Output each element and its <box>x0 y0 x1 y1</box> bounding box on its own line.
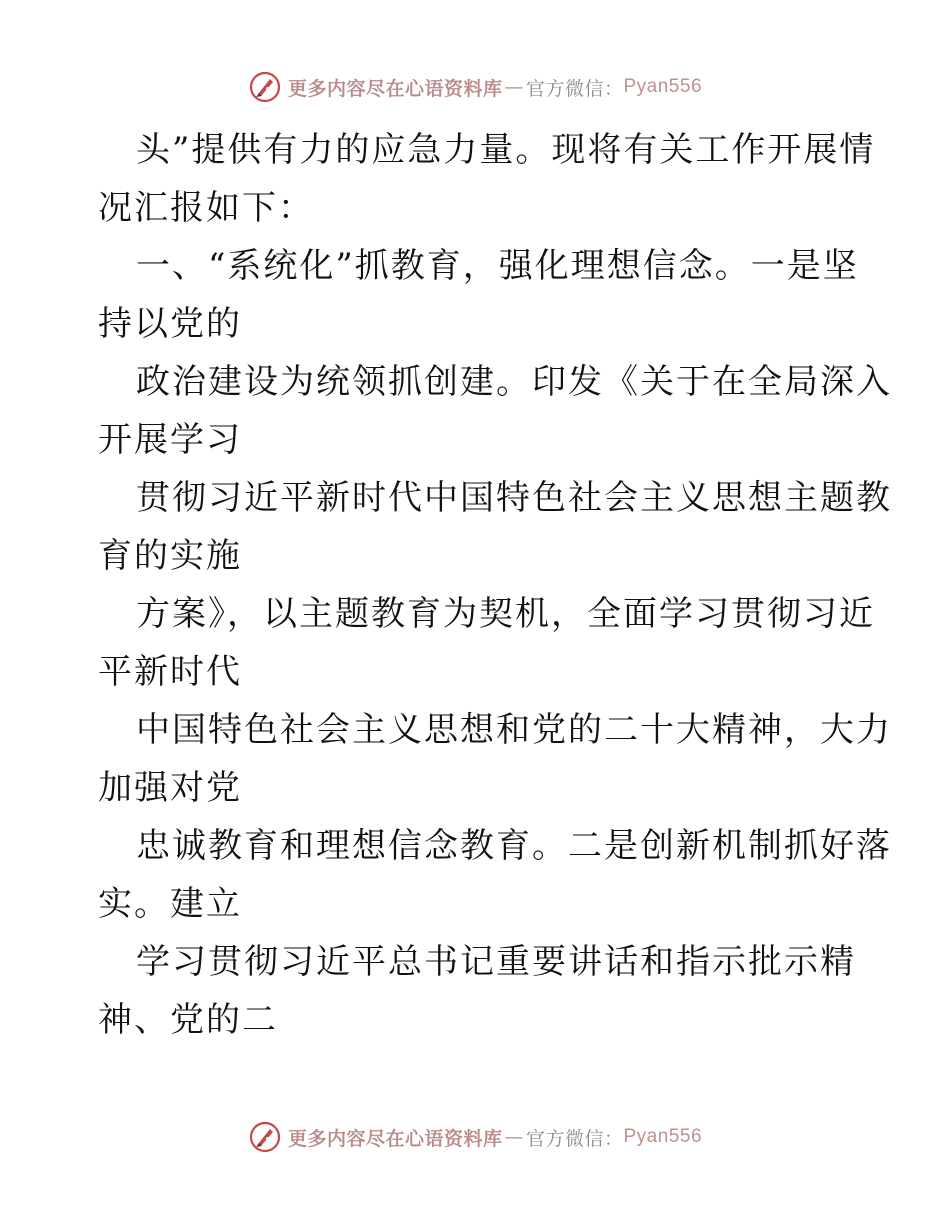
footer-wechat-id: Pyan556 <box>623 1126 703 1147</box>
text-line: 方案》，以主题教育为契机，全面学习贯彻习近 <box>136 594 875 634</box>
text-line: 学习贯彻习近平总书记重要讲话和指示批示精 <box>136 942 856 982</box>
text-line: 持以党的 <box>98 304 242 344</box>
footer-wechat-label: 官方微信： <box>525 1127 624 1150</box>
header-banner <box>0 70 950 104</box>
text-line: 实。建立 <box>98 884 242 924</box>
text-line: 育的实施 <box>98 536 242 576</box>
text-line: 加强对党 <box>98 768 242 808</box>
text-line: 头”提供有力的应急力量。现将有关工作开展情 <box>136 130 876 170</box>
header-wechat-id: Pyan556 <box>623 76 703 97</box>
quill-pen-logo-icon <box>248 70 282 104</box>
text-line: 神、党的二 <box>98 1000 278 1040</box>
header-dash: — <box>504 76 524 98</box>
text-line: 开展学习 <box>98 420 242 460</box>
text-line: 政治建设为统领抓创建。印发《关于在全局深入 <box>136 362 892 402</box>
quill-pen-logo-icon <box>248 1120 282 1154</box>
header-wechat-label: 官方微信： <box>525 77 624 100</box>
text-line: 平新时代 <box>98 652 242 692</box>
text-line: 贯彻习近平新时代中国特色社会主义思想主题教 <box>136 478 892 518</box>
header-banner-text <box>288 74 702 101</box>
header-site-name: 更多内容尽在心语资料库 <box>287 77 503 100</box>
footer-site-name: 更多内容尽在心语资料库 <box>287 1127 503 1150</box>
text-line: 况汇报如下： <box>98 188 314 228</box>
text-line: 中国特色社会主义思想和党的二十大精神，大力 <box>136 710 892 750</box>
text-line: 一、“系统化”抓教育，强化理想信念。一是坚 <box>136 246 859 286</box>
footer-dash: — <box>504 1126 524 1148</box>
footer-banner <box>0 1120 950 1154</box>
text-line: 忠诚教育和理想信念教育。二是创新机制抓好落 <box>136 826 892 866</box>
footer-banner-text <box>288 1124 702 1151</box>
